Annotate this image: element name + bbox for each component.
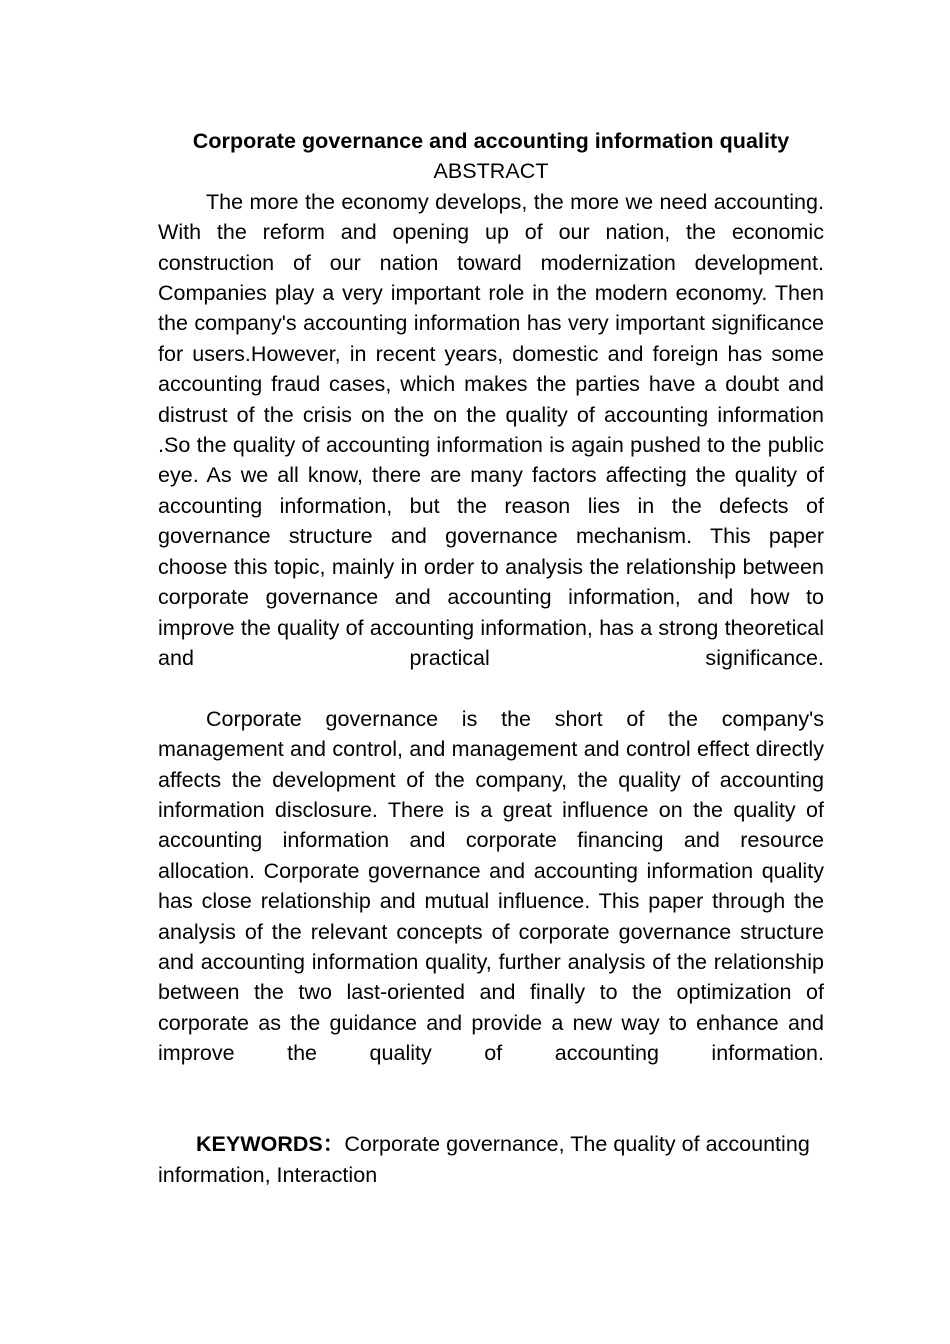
abstract-paragraph-1: The more the economy develops, the more we need accounting. With the reform and opening up of our nation, the economic construction of our nation toward modernization development. Companies play a very important role in the modern economy. Then the company's accounting information has very important significance for users.However, in recent years, domestic and foreign has some accounting fraud cases, which makes the parties have a doubt and distrust of the crisis on the on the quality of accounting information .So the quality of accounting information is again pushed to the public eye. As we all know, there are many factors affecting the quality of accounting information, but the reason lies in the defects of governance structure and governance mechanism. This paper choose this topic, mainly in order to analysis the relationship between corporate governance and accounting information, and how to improve the quality of accounting information, has a strong theoretical and practical significance. [158, 189, 824, 670]
keywords-paragraph [158, 1129, 824, 1190]
paragraph-spacer [158, 1099, 824, 1129]
abstract-heading: ABSTRACT [433, 159, 549, 184]
keywords-value: Corporate governance, The quality of accounting information, Interaction [158, 1132, 810, 1187]
page-title: Corporate governance and accounting information quality [192, 129, 790, 153]
document-content [158, 126, 824, 1190]
keywords-colon: ： [322, 1132, 345, 1157]
keywords-label: KEYWORDS [196, 1132, 323, 1157]
abstract-paragraph-2: Corporate governance is the short of the company's management and control, and management and control effect directly affects the development of the company, the quality of accounting information disclosure. There is a great influence on the quality of accounting information and corporate financing and resource allocation. Corporate governance and accounting information quality has close relationship and mutual influence. This paper through the analysis of the relevant concepts of corporate governance structure and accounting information quality, further analysis of the relationship between the two last-oriented and finally to the optimization of corporate as the guidance and provide a new way to enhance and improve the quality of accounting information. [158, 706, 824, 1066]
